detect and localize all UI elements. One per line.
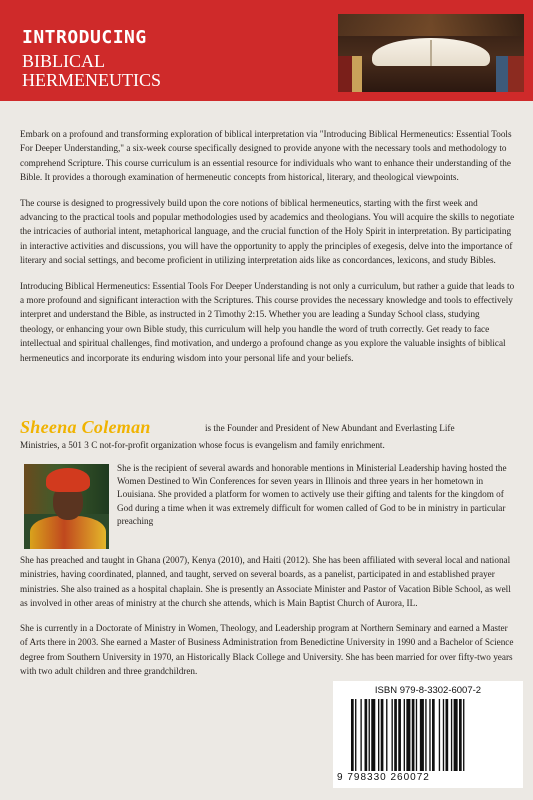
book-spine [352,56,362,92]
barcode-bar [412,699,415,771]
author-intro-row [20,419,515,436]
barcode-bar [378,699,379,771]
description-text [20,127,515,376]
barcode-bar [351,699,354,771]
bookshelf-backdrop [338,14,524,36]
description-paragraph-3: Introducing Biblical Hermeneutics: Essential Tools For Deeper Understanding is not only a curriculum, but rather a guide that leads to a more profound and significant interaction with the Scriptures. This course provides the necessary knowledge and tools to effectively interpret and understand the Bible, as instructed in 2 Timothy 2:15. Whether you are leading a Sunday School class, studying theology, or enhancing your own Bible study, this curriculum will help you handle the word of truth correctly. Get ready to face intellectual and spiritual challenges, find motivation, and undergo a profound change as you explore the valuable insights of biblical hermeneutics and incorporate its enduring wisdom into your personal life and your beliefs. [20,280,515,363]
author-bio-1: She is the recipient of several awards and honorable mentions in Ministerial Leadership having hosted the Women Destined to Win Conferences for seven years in Illinois and three years in her hometown in Louisiana. She provided a platform for women to actively use their gifting and talents for the kingdom of God during a time when it was extremely difficult for women called of God to be in ministry in particular preaching [117,463,507,526]
author-bio-2: She has preached and taught in Ghana (2007), Kenya (2010), and Haiti (2012). She has been affiliated with several local and national ministries, having coordinated, planned, and taught, served on several boards, as a panelist, participated in and established prayer ministries. She also trained as a hospital chaplain. She is presently an Associate Minister and Pastor of Vacation Bible School, as well as involved in other areas of ministry at the church she attends, which is Main Baptist Church of Aurora, IL. [20,555,511,609]
isbn-text: ISBN 979-8-3302-6007-2 [374,685,482,696]
barcode-bar [386,699,387,771]
cover-header-band [0,0,533,101]
barcode-bar [443,699,444,771]
barcode-bar [404,699,405,771]
title-line-biblical: BIBLICAL [22,51,105,71]
barcode-bar [394,699,397,771]
barcode-digits: 9 798330 260072 [337,772,430,783]
barcode-bar [360,699,361,771]
author-bio-3: She is currently in a Doctorate of Ministry in Women, Theology, and Leadership program at Northern Seminary and earned a Master of Arts there in 2003. She earned a Master of Business Administration from Benedictine University in 1990 and a Bachelor of Science degree from Southern University in 1970, an Historically Black College and University. She has been married for over fifty-two years with two adult children and three grandchildren. [20,623,514,677]
open-book-pages [372,38,490,66]
barcode-bar [451,699,452,771]
barcode-bar [416,699,417,771]
photo-dress [30,516,106,549]
barcode-bar [371,699,375,771]
barcode-bar [454,699,458,771]
description-paragraph-2: The course is designed to progressively build upon the core notions of biblical hermeneutics, starting with the first week and advancing to the practical tools and popular methodologies used by academics and theologians. You will acquire the skills to negotiate the intricacies of authorial intent, metaphorical language, and the crucial function of the Holy Spirit in interpretation. By participating in interactive activities and discussions, you will have the opportunity to apply the principles of exegesis, delve into the importance of literary and social settings, and become proficient in utilizing interpretation aids like as concordances, lexicons, and study Bibles. [20,197,515,266]
barcode-bar [425,699,426,771]
book-spine [338,56,352,92]
book-spine [508,56,524,92]
barcode-bar [420,699,424,771]
barcode-bar [463,699,464,771]
author-intro-line-2: Ministries, a 501 3 C not-for-profit organization whose focus is evangelism and family enrichment. [20,440,385,450]
author-intro-text: is the Founder and President of New Abundant and Everlasting Life [205,423,455,433]
barcode-bar [398,699,401,771]
barcode-bar [446,699,449,771]
author-photo [24,464,109,549]
barcode-bars [349,699,509,771]
barcode-bar [432,699,435,771]
barcode-bar [355,699,356,771]
barcode-bar [365,699,368,771]
barcode-bar [369,699,370,771]
book-spine [496,56,508,92]
title-line-hermeneutics: HERMENEUTICS [22,70,161,90]
title-line-introducing: INTRODUCING [22,27,147,48]
open-book-image [338,14,524,92]
title-lines [22,52,161,90]
author-name: Sheena Coleman [20,417,151,437]
barcode-bar [381,699,384,771]
description-paragraph-1: Embark on a profound and transforming exploration of biblical interpretation via "Introducing Biblical Hermeneutics: Essential Tools For Deeper Understanding," a six-week course specifically designed to provide anyone with the necessary tools and methodology to comprehend Scripture. This course curriculum is an essential resource for individuals who want to enhance their understanding of the Bible. It provides a thorough examination of hermeneutic concepts from historical, literary, and theological viewpoints. [20,129,512,183]
barcode-bar [459,699,462,771]
isbn-barcode-box [333,681,523,788]
barcode-bar [392,699,393,771]
barcode-bar [429,699,430,771]
barcode-bar [406,699,410,771]
barcode-bar [439,699,440,771]
photo-headwrap [46,468,90,492]
